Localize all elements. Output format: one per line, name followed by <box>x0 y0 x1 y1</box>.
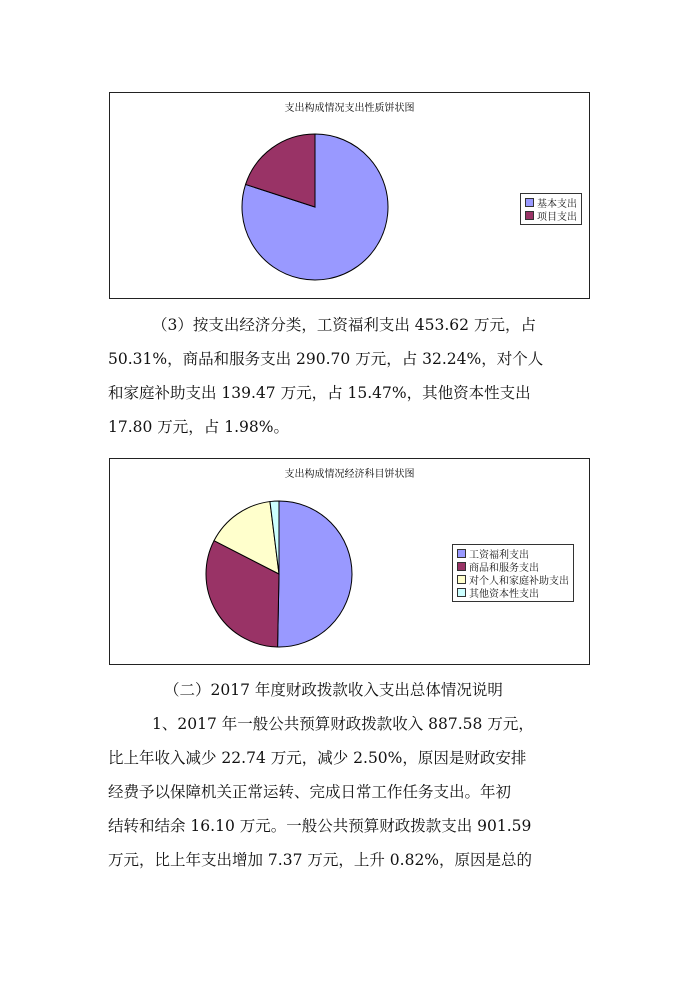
legend-swatch <box>457 549 466 558</box>
pie-slice-1 <box>278 501 352 647</box>
text-line: （3）按支出经济分类，工资福利支出 453.62 万元，占 <box>152 316 536 334</box>
legend-swatch <box>525 198 534 207</box>
chart-title: 支出构成情况支出性质饼状图 <box>284 103 415 114</box>
legend-label: 对个人和家庭补助支出 <box>469 576 569 587</box>
legend-item <box>457 586 569 599</box>
text-line: 经费予以保障机关正常运转、完成日常工作任务支出。年初 <box>108 783 512 801</box>
paragraph-economic-classification <box>108 308 594 444</box>
text-line: 1、2017 年一般公共预算财政拨款收入 887.58 万元， <box>152 715 534 733</box>
text-line: 比上年收入减少 22.74 万元，减少 2.50%，原因是财政安排 <box>108 749 527 767</box>
legend-label: 其他资本性支出 <box>469 589 539 600</box>
paragraph-fiscal-appropriation <box>108 707 594 877</box>
text-line: 17.80 万元，占 1.98%。 <box>108 418 289 436</box>
chart-economic-category <box>109 458 590 665</box>
text-line: 万元，比上年支出增加 7.37 万元，上升 0.82%，原因是总的 <box>108 851 533 869</box>
chart-expense-nature <box>109 92 590 299</box>
text-line: 结转和结余 16.10 万元。一般公共预算财政拨款支出 901.59 <box>108 817 532 835</box>
pie-chart-expense-nature <box>110 93 589 298</box>
text-line: 和家庭补助支出 139.47 万元，占 15.47%，其他资本性支出 <box>108 384 531 402</box>
heading-text: （二）2017 年度财政拨款收入支出总体情况说明 <box>164 681 503 699</box>
legend-swatch <box>525 211 534 220</box>
legend-label: 商品和服务支出 <box>469 563 539 574</box>
legend-label: 基本支出 <box>537 199 577 210</box>
legend-label: 项目支出 <box>537 212 577 223</box>
chart-title: 支出构成情况经济科目饼状图 <box>284 469 415 480</box>
legend-swatch <box>457 562 466 571</box>
text-line: 50.31%，商品和服务支出 290.70 万元，占 32.24%，对个人 <box>108 350 544 368</box>
legend-swatch <box>457 588 466 597</box>
chart-legend <box>452 544 574 602</box>
legend-label: 工资福利支出 <box>469 550 529 561</box>
chart-legend <box>520 193 582 225</box>
legend-item <box>525 209 577 222</box>
legend-swatch <box>457 575 466 584</box>
section-heading <box>108 673 594 707</box>
